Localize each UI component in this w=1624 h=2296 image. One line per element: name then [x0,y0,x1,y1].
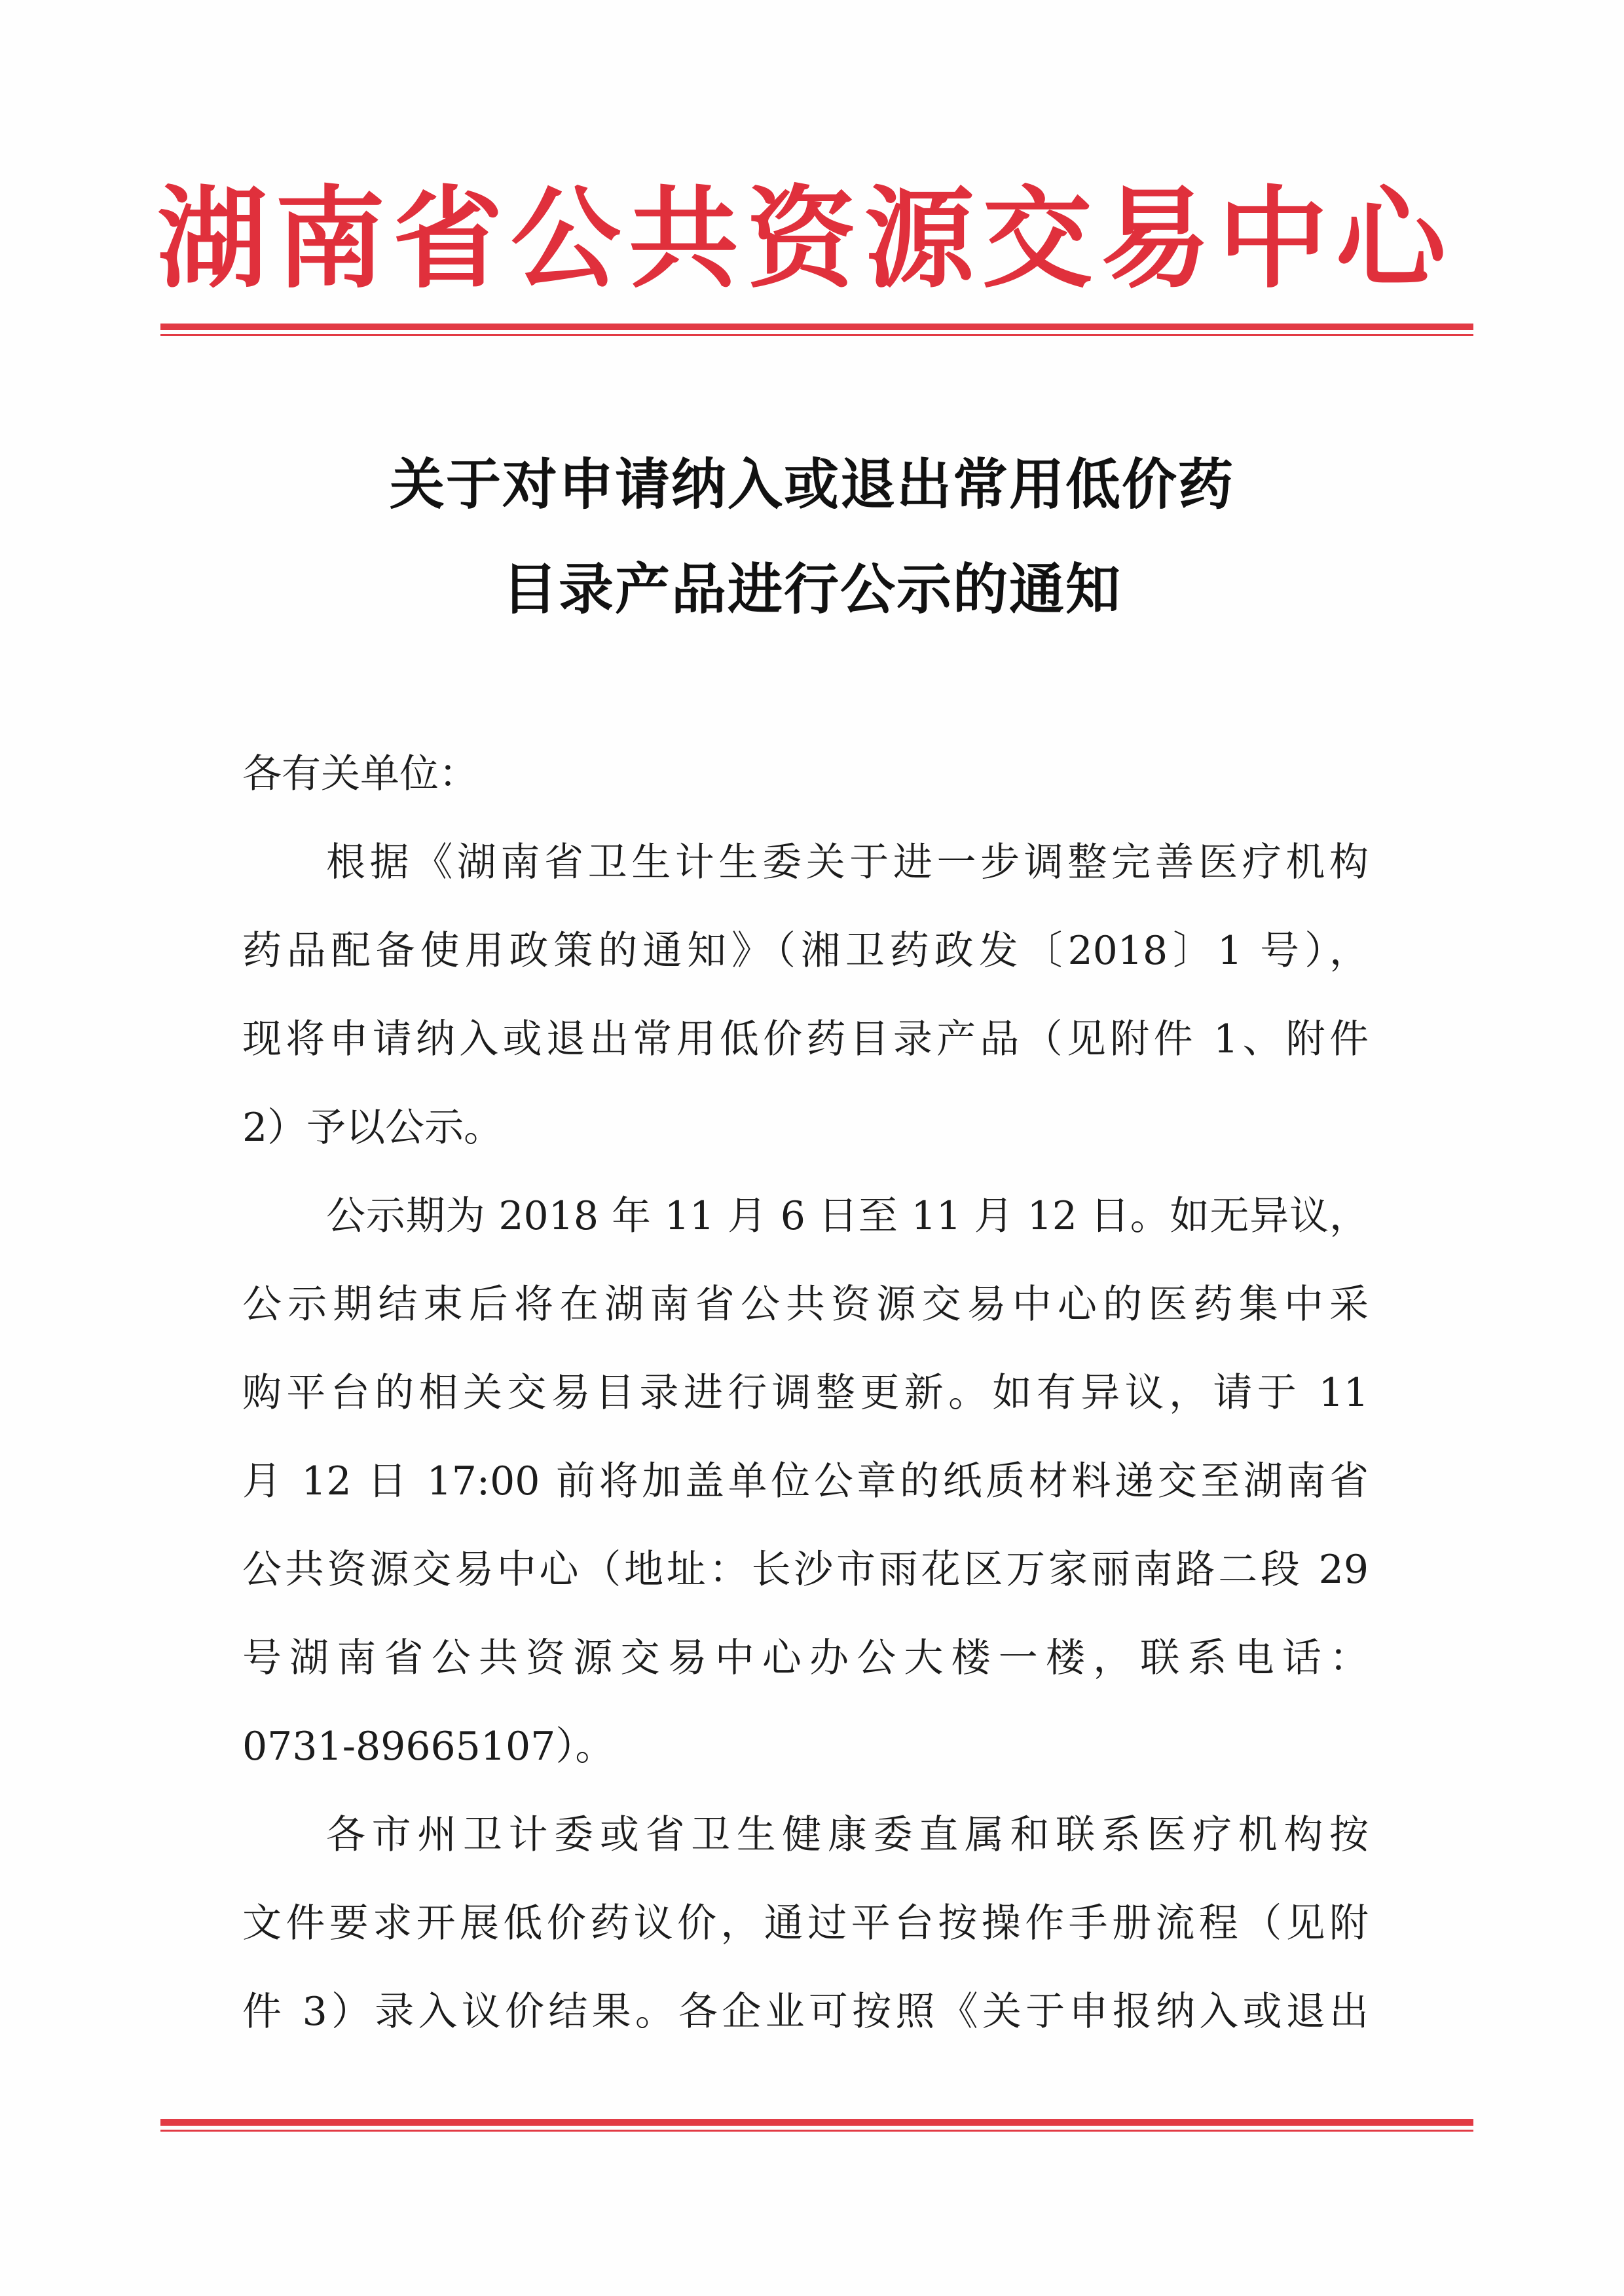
issuer-masthead: 湖南省公共资源交易中心 [157,175,1454,303]
paragraph-line: 月 12 日 17:00 前将加盖单位公章的纸质材料递交至湖南省 [242,1458,1369,1504]
masthead-red-rule [160,324,1473,336]
paragraph-line: 公示期为 2018 年 11 月 6 日至 11 月 12 日。如无异议， [326,1193,1369,1239]
rule-thin-line [160,334,1473,336]
footer-red-rule [160,2119,1473,2132]
rule-thin-line [160,2130,1473,2132]
paragraph-line: 0731-89665107）。 [242,1724,615,1769]
paragraph-line: 公示期结束后将在湖南省公共资源交易中心的医药集中采 [242,1282,1369,1327]
paragraph-line: 根据《湖南省卫生计生委关于进一步调整完善医疗机构 [326,840,1369,885]
rule-thick-line [160,324,1473,330]
salutation: 各有关单位： [242,751,478,797]
paragraph-line: 文件要求开展低价药议价，通过平台按操作手册流程（见附 [242,1900,1369,1946]
paragraph-line: 现将申请纳入或退出常用低价药目录产品（见附件 1、附件 [242,1016,1369,1062]
title-line: 关于对申请纳入或退出常用低价药 [389,452,1234,517]
paragraph-line: 件 3）录入议价结果。各企业可按照《关于申报纳入或退出 [242,1989,1369,2035]
rule-thick-line [160,2119,1473,2126]
paragraph-line: 2）予以公示。 [242,1105,504,1151]
paragraph-line: 公共资源交易中心（地址：长沙市雨花区万家丽南路二段 29 [242,1547,1369,1593]
notice-title [157,432,1467,642]
title-line: 目录产品进行公示的通知 [502,557,1122,621]
paragraph-line: 号湖南省公共资源交易中心办公大楼一楼，联系电话： [242,1635,1369,1681]
paragraph-line: 各市州卫计委或省卫生健康委直属和联系医疗机构按 [326,1812,1369,1858]
paragraph-line: 药品配备使用政策的通知》（湘卫药政发〔2018〕1 号）， [242,928,1369,974]
notice-body [242,730,1369,2056]
paragraph-line: 购平台的相关交易目录进行调整更新。如有异议，请于 11 [242,1370,1369,1416]
